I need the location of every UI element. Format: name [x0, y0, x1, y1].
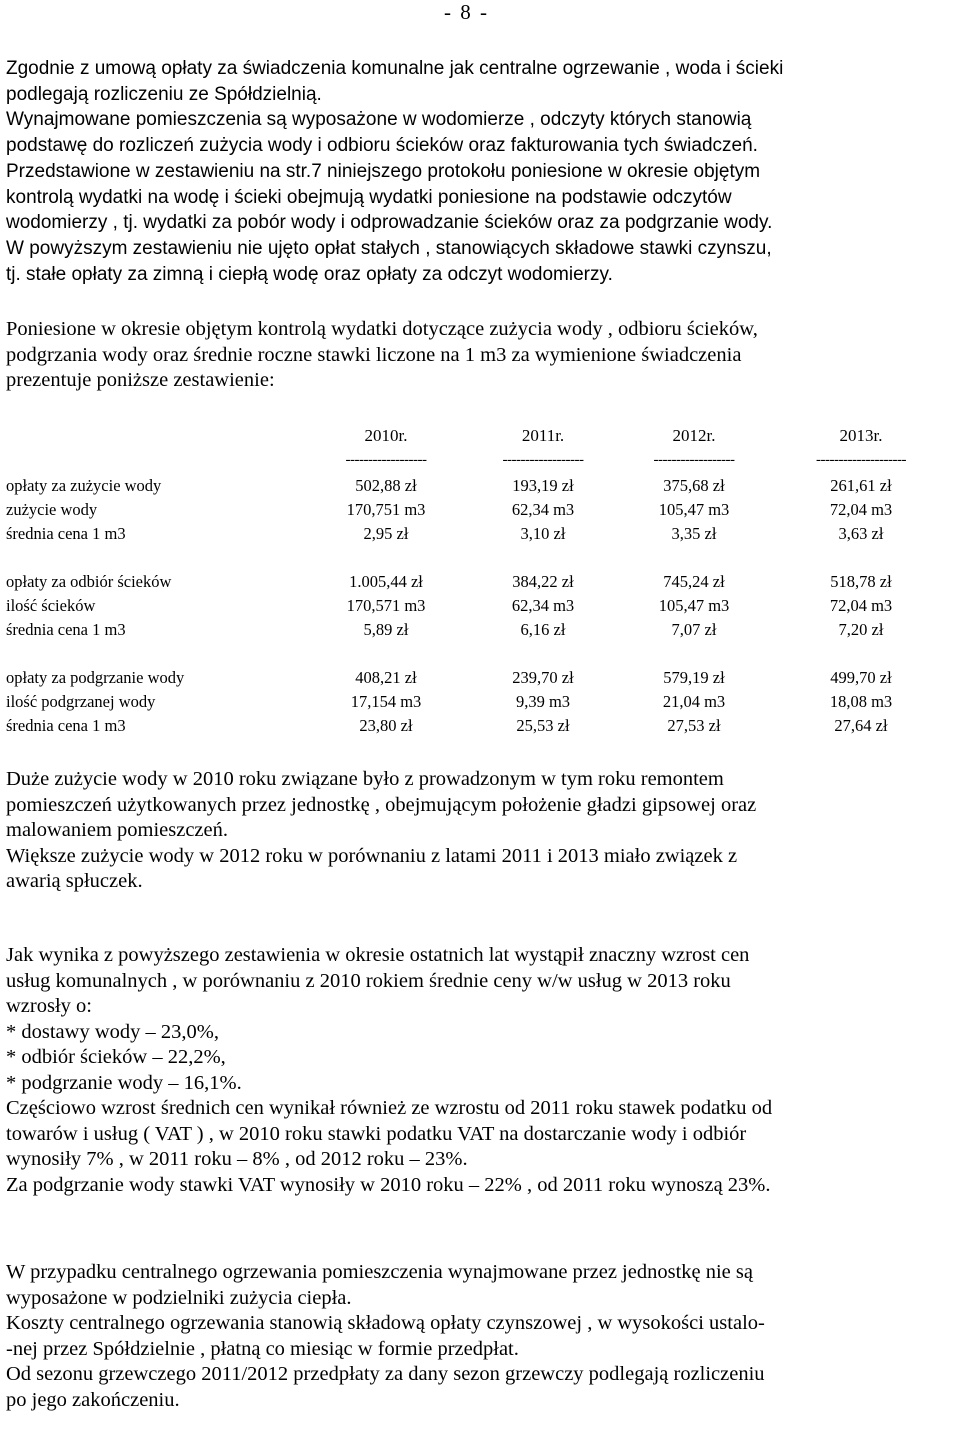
heating-line: Koszty centralnego ogrzewania stanowią składową opłaty czynszowej , w wysokości ustalo-	[6, 1312, 765, 1334]
table-intro-line: Poniesione w okresie objętym kontrolą wydatki dotyczące zużycia wody , odbioru ścieków,	[6, 318, 758, 340]
row-label: zużycie wody	[6, 500, 98, 519]
row-label: średnia cena 1 m3	[6, 620, 126, 639]
explanation-line: Większe zużycie wody w 2012 roku w porównaniu z latami 2011 i 2013 miało związek z	[6, 844, 738, 867]
table-cell: 6,16 zł	[520, 620, 566, 639]
summary-line: wynosiły 7% , w 2011 roku – 8% , od 2012 roku – 23%.	[6, 1148, 468, 1170]
intro-line: Przedstawione w zestawieniu na str.7 niniejszego protokołu poniesione w okresie objętym	[6, 160, 761, 182]
table-cell: 27,53 zł	[667, 716, 721, 735]
heating-line: W przypadku centralnego ogrzewania pomieszczenia wynajmowane przez jednostkę nie są	[6, 1261, 753, 1283]
table-cell: 261,61 zł	[830, 476, 892, 495]
summary-line: usług komunalnych , w porównaniu z 2010 rokiem średnie ceny w/w usług w 2013 roku	[6, 969, 731, 992]
table-cell: 18,08 m3	[829, 692, 893, 711]
explanation-line: malowaniem pomieszczeń.	[6, 819, 228, 841]
table-cell: 2,95 zł	[363, 524, 409, 543]
table-cell: 193,19 zł	[512, 476, 574, 495]
intro-line: Zgodnie z umową opłaty za świadczenia komunalne jak centralne ogrzewanie , woda i ścieki	[6, 58, 784, 79]
intro-line: wodomierzy , tj. wydatki za pobór wody i odprowadzanie ścieków oraz za podgrzanie wody.	[6, 212, 773, 234]
row-label: opłaty za podgrzanie wody	[6, 668, 185, 687]
table-intro-paragraph	[6, 317, 954, 394]
summary-line: Jak wynika z powyższego zestawienia w okresie ostatnich lat wystąpił znaczny wzrost cen	[6, 944, 750, 966]
explanation-line: Duże zużycie wody w 2010 roku związane było z prowadzonym w tym roku remontem	[6, 768, 724, 790]
heating-line: po jego zakończeniu.	[6, 1388, 180, 1411]
price-increase-summary	[6, 943, 954, 1198]
table-intro-line: podgrzania wody oraz średnie roczne stawki liczone na 1 m3 za wymienione świadczenia	[6, 343, 742, 366]
intro-line: podstawę do rozliczeń zużycia wody i odbioru ścieków oraz fakturowania tych świadczeń.	[6, 135, 758, 157]
year-header: 2013r.	[839, 426, 883, 445]
summary-bullet: * dostawy wody – 23,0%,	[6, 1020, 219, 1043]
row-label: średnia cena 1 m3	[6, 524, 126, 543]
table-cell: 25,53 zł	[516, 716, 570, 735]
dash-separator: --------------------	[816, 452, 906, 468]
table-row	[6, 692, 946, 716]
table-cell: 62,34 m3	[511, 596, 575, 615]
table-cell: 105,47 m3	[658, 500, 730, 519]
table-row	[6, 596, 946, 620]
table-cell: 23,80 zł	[359, 716, 413, 735]
table-cell: 7,20 zł	[838, 620, 884, 639]
table-cell: 72,04 m3	[829, 596, 893, 615]
explanation-line: awarią spłuczek.	[6, 870, 143, 892]
table-cell: 62,34 m3	[511, 500, 575, 519]
table-cell: 3,10 zł	[520, 524, 566, 543]
table-cell: 170,571 m3	[346, 596, 426, 615]
page-number: - 8 -	[444, 0, 489, 24]
row-label: średnia cena 1 m3	[6, 716, 126, 735]
summary-bullet: * podgrzanie wody – 16,1%.	[6, 1071, 242, 1094]
table-cell: 5,89 zł	[363, 620, 409, 639]
summary-line: wzrosły o:	[6, 995, 92, 1017]
row-label: opłaty za zużycie wody	[6, 476, 162, 495]
summary-line: towarów i usług ( VAT ) , w 2010 roku stawki podatku VAT na dostarczanie wody i odbiór	[6, 1122, 747, 1145]
row-label: ilość ścieków	[6, 596, 96, 615]
heating-line: -nej przez Spółdzielnie , płatną co miesiąc w formie przedpłat.	[6, 1337, 519, 1360]
table-cell: 745,24 zł	[663, 572, 725, 591]
table-cell: 384,22 zł	[512, 572, 574, 591]
table-row	[6, 620, 946, 644]
intro-line: podlegają rozliczeniu ze Spółdzielnią.	[6, 83, 322, 105]
table-cell: 579,19 zł	[663, 668, 725, 687]
table-cell: 375,68 zł	[663, 476, 725, 495]
summary-line: Częściowo wzrost średnich cen wynikał również ze wzrostu od 2011 roku stawek podatku od	[6, 1097, 773, 1119]
intro-line: tj. stałe opłaty za zimną i ciepłą wodę oraz opłaty za odczyt wodomierzy.	[6, 263, 613, 285]
table-cell: 17,154 m3	[350, 692, 422, 711]
table-cell: 9,39 m3	[515, 692, 571, 711]
table-row	[6, 500, 946, 524]
table-cell: 518,78 zł	[830, 572, 892, 591]
table-header-row	[6, 426, 946, 450]
table-cell: 21,04 m3	[662, 692, 726, 711]
summary-bullet: * odbiór ścieków – 22,2%,	[6, 1046, 226, 1068]
table-cell: 27,64 zł	[834, 716, 888, 735]
table-intro-line: prezentuje poniższe zestawienie:	[6, 369, 275, 391]
intro-line: kontrolą wydatki na wodę i ścieki obejmują wydatki poniesione na podstawie odczytów	[6, 186, 732, 208]
summary-line: Za podgrzanie wody stawki VAT wynosiły w 2010 roku – 22% , od 2011 roku wynoszą 23%.	[6, 1173, 771, 1196]
intro-line: Wynajmowane pomieszczenia są wyposażone w wodomierze , odczyty których stanowią	[6, 109, 752, 131]
heating-line: Od sezonu grzewczego 2011/2012 przedpłaty za dany sezon grzewczy podlegają rozliczeniu	[6, 1363, 765, 1385]
row-label: ilość podgrzanej wody	[6, 692, 156, 711]
table-cell: 408,21 zł	[355, 668, 417, 687]
year-header: 2010r.	[364, 426, 408, 445]
table-cell: 239,70 zł	[512, 668, 574, 687]
table-row	[6, 668, 946, 692]
dash-separator: ------------------	[345, 452, 427, 468]
table-row	[6, 524, 946, 548]
table-cell: 7,07 zł	[671, 620, 717, 639]
table-cell: 105,47 m3	[658, 596, 730, 615]
table-cell: 170,751 m3	[346, 500, 426, 519]
heating-line: wyposażone w podzielniki zużycia ciepła.	[6, 1286, 352, 1309]
intro-line: W powyższym zestawieniu nie ujęto opłat stałych , stanowiących składowe stawki czynszu,	[6, 237, 772, 259]
table-separator-row	[6, 452, 946, 476]
table-cell: 72,04 m3	[829, 500, 893, 519]
table-cell: 502,88 zł	[355, 476, 417, 495]
dash-separator: ------------------	[653, 452, 735, 468]
table-row	[6, 716, 946, 740]
table-cell: 1.005,44 zł	[349, 572, 423, 591]
table-cell: 3,35 zł	[671, 524, 717, 543]
year-header: 2012r.	[672, 426, 716, 445]
table-cell: 499,70 zł	[830, 668, 892, 687]
row-label: opłaty za odbiór ścieków	[6, 572, 172, 591]
table-cell: 3,63 zł	[838, 524, 884, 543]
table-row	[6, 476, 946, 500]
central-heating-paragraph	[6, 1260, 954, 1413]
dash-separator: ------------------	[502, 452, 584, 468]
intro-paragraph	[6, 56, 954, 287]
water-usage-explanation	[6, 767, 954, 895]
explanation-line: pomieszczeń użytkowanych przez jednostkę , obejmującym położenie gładzi gipsowej oraz	[6, 793, 757, 816]
table-row	[6, 572, 946, 596]
year-header: 2011r.	[521, 426, 565, 445]
